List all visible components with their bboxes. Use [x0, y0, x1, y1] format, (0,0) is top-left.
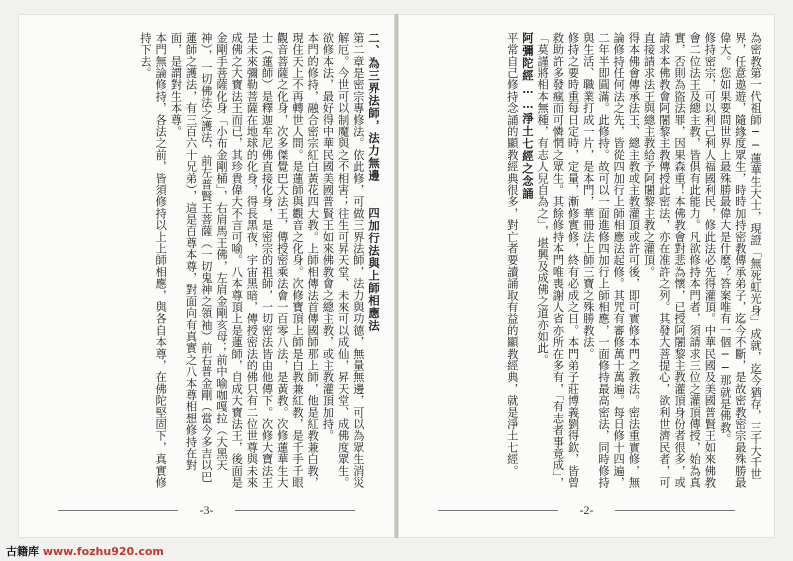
left-paragraph-2: 本門的修持，融合密宗紅白黃花四大教。上師相傳法首傳國師那上師，他是紅教兼白教，現住天上不再轉世人間。是蓮師與觀音之化身。次修寶頂上師是白教兼紅教，是千手千眼觀音菩薩之化身，次多傑覺巴大法王，傳授密乘法會一百零八法，是黃教。次修蓮華生大士（蓮師）是釋迦牟尼佛直接化身，是密宗的祖師，一切密法皆由他傳下。次修大寶法王是未來彌勒菩薩在地球的化身，得長黑夜，宇宙黑暗，傳授密法的佛只有二位世尊與未來成佛之大寶法王而已，其珍貴偉大不言可喻。八本尊頂上是蓮師，自成大寶法王，後面是金剛手菩薩化身「小布金剛桶」，右肩馬王佛，左肩金剛亥母；前中喻咖嘎拉（大黑天神），一切佛法之護法，前左普賢王菩薩（一切鬼神之領袖）前右普金剛（當今多吉以巴蓮師之護法，有三百六十兄弟），這是百尊本尊，對面向有真實之八本尊相想修持在對面，是謂對生本尊。 — [169, 32, 320, 489]
left-heading: 二、為三界法師，法力無邊 四加行法與上師相應法 — [367, 32, 381, 332]
right-paragraph-3: 得本佛會傳承法王、總主教或主教灌頂或許可後，即可實修本門之教法。密法重實修，無論修持任何法之先，皆從四加行上師相應法起修。其咒有審修萬十萬遍。每日修十四遍，二年半即圓滿。此修持。故可以一面進修四加行上師相應，一面修持最高密法，同時修持與生活、職業打成一片，是本門，華冊法上師三寶之殊勝教法。 — [581, 32, 641, 489]
left-page-text — [32, 32, 381, 492]
left-page — [18, 14, 395, 538]
right-paragraph-2: 修持密宗，可以利己利人福國利民，修此法必先得灌頂。中華民國及美國普賢王如來佛教會二位法王及總主教，皆俱有此能力。凡欲修持本門者，須請求三位之灌頂傳授，始為真實，否則為盜法罪，因果森重！本佛教會對悲為懷，已授阿闍黎主教灌頂身份者很多，或請求本佛教會阿闍黎主教傳授此密法，亦在准許之列。其發大菩提心，欲利世濟民者，可直接請求法王與總主教給予阿闍黎主教之灌頂。 — [642, 32, 717, 489]
right-heading: 阿彌陀經……淨土七經之念誦 — [520, 32, 535, 200]
right-paragraph-1: 為密教第一代祖師──蓮華生大士，現證「無死虹光身」成就，迄今猶存，三千大千世界，任意遨遊，隨緣度眾生，時時加持密教傳承弟子，迄今不斷，是故密教密宗最殊勝最偉大。您如果要問世界上最殊勝最偉大是什麼？答案唯有一個──那就是佛教。 — [718, 32, 762, 489]
site-watermark — [6, 543, 164, 559]
left-paragraph-1: 第二章是密宗專修法。依此修，可做三界法師，法力與功德，無量無邊，可以為眾生消災解厄。今世可以制魔與之不相害；往生可昇天堂、未來可以成仙，昇天堂、成佛度眾生。欲修本法，最好得中華民國美國普賢王如來佛教會之總主教，或主教灌頂加持。 — [321, 32, 365, 489]
right-paragraph-5: 平常自己修持念誦的顯教經典很多，對亡者要讀誦取有益的顯教經典，就是淨土七經。 — [505, 32, 519, 477]
watermark-site-name: 古籍库 — [6, 545, 39, 558]
right-paragraph-4: 修持之要時重每日定時，定量，漸修實修，終有必成之日。本門弟子莊博義劉得欽，皆曾救助許多發瘋而可憐惘之眾生。其餘修持本門唯喪謝人省亦所在多有，「有志者事竟成」，「莫謹將相本無種，有志人兒自為之」，堪興及成佛之道亦如此。 — [536, 32, 580, 489]
page-number: -3- — [199, 503, 214, 517]
right-page — [398, 14, 775, 538]
left-paragraph-3: 本門無論修持，各法之前，皆須修持以上上師相應，與各自本尊，在佛陀堅固下，真實修持下去。 — [138, 32, 168, 489]
watermark-url: www.fozhu920.com — [42, 545, 164, 558]
right-page-text — [408, 32, 763, 492]
page-number: -2- — [579, 503, 594, 517]
